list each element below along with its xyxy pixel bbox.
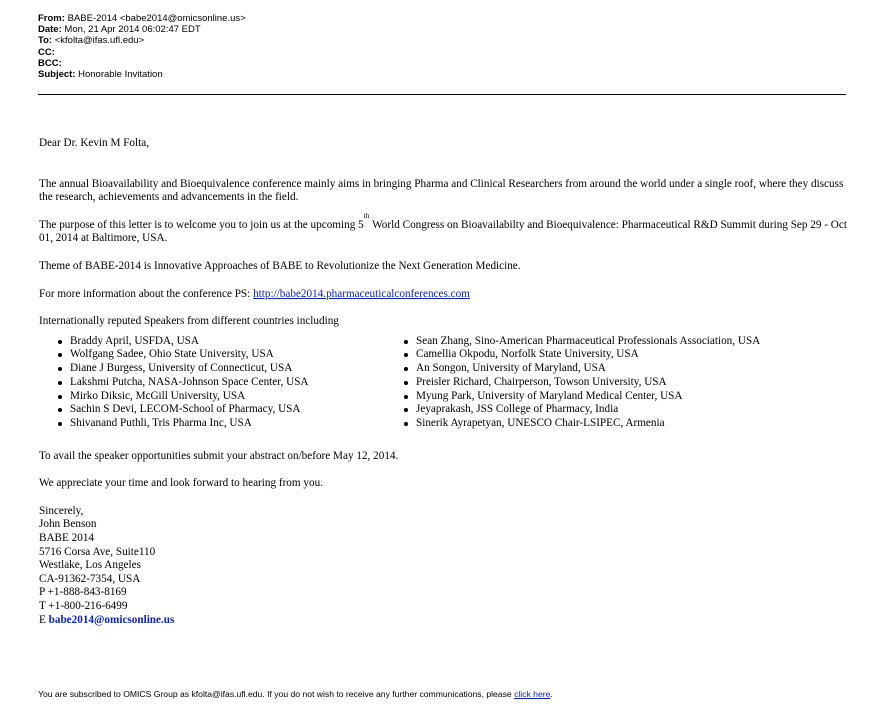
- signature-line: BABE 2014: [39, 532, 95, 545]
- speaker-item: Camellia Okpodu, Norfolk State University, USA: [385, 348, 760, 362]
- paragraph-more-info: For more information about the conference PS: http://babe2014.pharmaceuticalconferences.com: [39, 287, 470, 300]
- speaker-item: An Songon, University of Maryland, USA: [385, 362, 760, 376]
- footer-text: You are subscribed to OMICS Group as kfolta@ifas.ufl.edu. If you do not wish to receive any further communications, please: [38, 689, 515, 699]
- speakers-list: [39, 335, 849, 431]
- date-value: Mon, 21 Apr 2014 06:02:47 EDT: [64, 24, 201, 36]
- paragraph-theme: Theme of BABE-2014 is Innovative Approaches of BABE to Revolutionize the Next Generation Medicine.: [39, 259, 521, 272]
- speaker-item: Sachin S Devi, LECOM-School of Pharmacy, USA: [39, 403, 385, 417]
- signature-line: John Benson: [39, 518, 97, 531]
- subject-value: Honorable Invitation: [78, 69, 163, 81]
- signature-line: 5716 Corsa Ave, Suite110: [39, 545, 156, 558]
- signature-block: [39, 505, 849, 627]
- speaker-item: Diane J Burgess, University of Connecticut, USA: [39, 362, 385, 376]
- to-row: To: <kfolta@ifas.ufl.edu>: [38, 35, 145, 47]
- date-row: Date: Mon, 21 Apr 2014 06:02:47 EDT: [38, 24, 201, 36]
- cc-row: CC:: [38, 46, 55, 58]
- speaker-item: Jeyaprakash, JSS College of Pharmacy, India: [385, 403, 760, 417]
- greeting: Dear Dr. Kevin M Folta,: [39, 137, 149, 149]
- speaker-item: Sinerik Ayrapetyan, UNESCO Chair-LSIPEC, Armenia: [385, 417, 760, 431]
- paragraph-abstract-deadline: To avail the speaker opportunities submit your abstract on/before May 12, 2014.: [39, 449, 399, 462]
- email-header: [38, 13, 246, 80]
- header-divider: [38, 94, 846, 95]
- speaker-item: Myung Park, University of Maryland Medical Center, USA: [385, 390, 760, 404]
- speaker-item: Mirko Diksic, McGill University, USA: [39, 390, 385, 404]
- speaker-item: Braddy April, USFDA, USA: [39, 335, 385, 349]
- signature-email-line: E babe2014@omicsonline.us: [39, 613, 175, 626]
- speaker-item: Preisler Richard, Chairperson, Towson University, USA: [385, 376, 760, 390]
- speaker-item: Shivanand Puthli, Tris Pharma Inc, USA: [39, 417, 385, 431]
- signature-line: T +1-800-216-6499: [39, 600, 128, 613]
- signature-line: P +1-888-843-8169: [39, 586, 127, 599]
- subject-row: Subject: Honorable Invitation: [38, 69, 163, 81]
- paragraph-intro: The annual Bioavailability and Bioequivalence conference mainly aims in bringing Pharma and Clinical Researchers from around the world under a single roof, where they discuss the research, achievements and advancements in the field.: [39, 177, 844, 204]
- signature-line: CA-91362-7354, USA: [39, 572, 141, 585]
- signature-line: Sincerely,: [39, 504, 84, 517]
- paragraph-speakers-intro: Internationally reputed Speakers from different countries including: [39, 315, 339, 328]
- signature-line: Westlake, Los Angeles: [39, 559, 141, 572]
- speakers-right-column: [385, 335, 760, 431]
- unsubscribe-link[interactable]: click here: [514, 689, 551, 699]
- signature-email-link[interactable]: babe2014@omicsonline.us: [48, 613, 175, 626]
- email-body: [39, 137, 849, 627]
- footer: You are subscribed to OMICS Group as kfolta@ifas.ufl.edu. If you do not wish to receive any further communications, please click here.: [38, 689, 553, 699]
- conference-link[interactable]: http://babe2014.pharmaceuticalconferences.com: [253, 287, 470, 300]
- speaker-item: Sean Zhang, Sino-American Pharmaceutical Professionals Association, USA: [385, 335, 760, 349]
- from-row: From: BABE-2014 <babe2014@omicsonline.us>: [38, 13, 246, 24]
- paragraph-closing: We appreciate your time and look forward to hearing from you.: [39, 477, 323, 490]
- from-value: BABE-2014 <babe2014@omicsonline.us>: [67, 13, 246, 24]
- bcc-row: BCC:: [38, 57, 62, 69]
- paragraph-purpose: The purpose of this letter is to welcome you to join us at the upcoming 5th World Congress on Bioavailabilty and Bioequivalence: Pharmaceutical R&D Summit during Sep 29 - Oct 01, 2014 at Baltimore, USA.: [39, 210, 847, 245]
- speaker-item: Wolfgang Sadee, Ohio State University, USA: [39, 348, 385, 362]
- speakers-left-column: [39, 335, 385, 431]
- to-value: <kfolta@ifas.ufl.edu>: [54, 35, 145, 47]
- speaker-item: Lakshmi Putcha, NASA-Johnson Space Center, USA: [39, 376, 385, 390]
